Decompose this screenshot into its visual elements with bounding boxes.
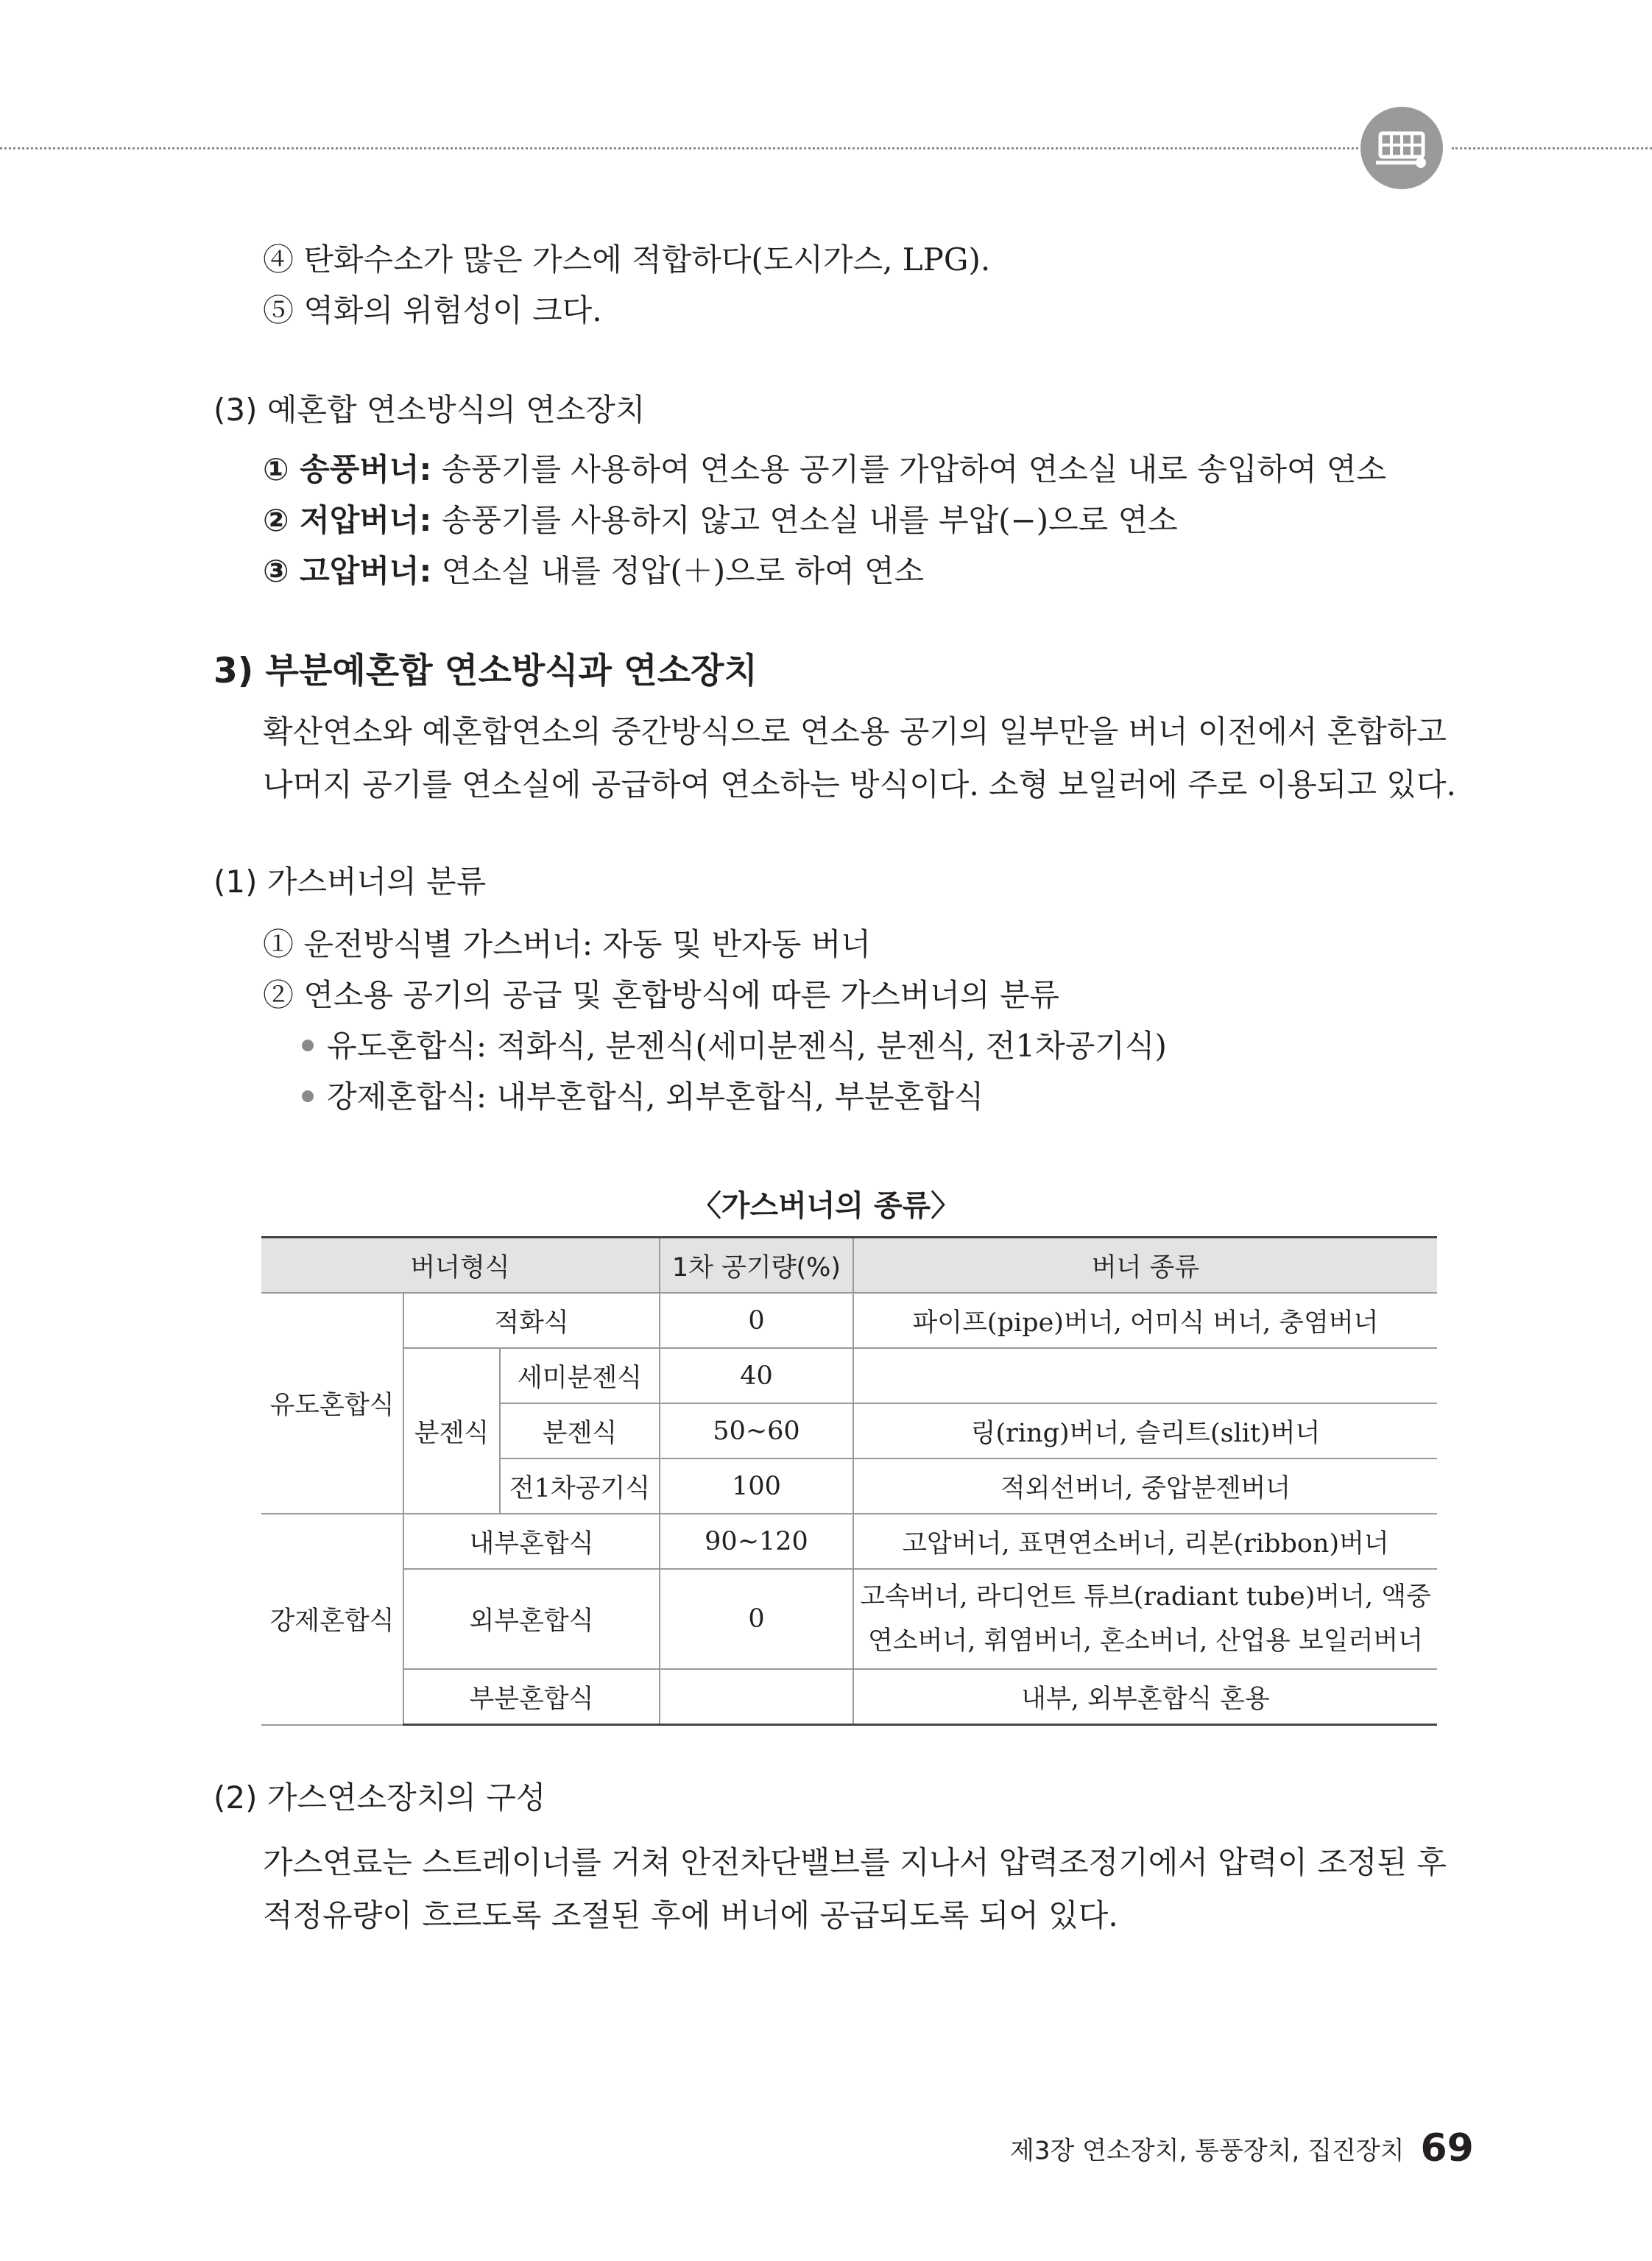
air-cell: 100	[660, 1458, 853, 1514]
table-row	[261, 1669, 1437, 1725]
bullet-icon	[302, 1040, 314, 1051]
paragraph-line: 가스연료는 스트레이너를 거쳐 안전차단밸브를 지나서 압력조정기에서 압력이 조정된 후	[263, 1844, 1447, 1880]
list-item: ④ 탄화수소가 많은 가스에 적합하다(도시가스, LPG).	[263, 241, 991, 278]
table-header: 버너형식	[261, 1238, 660, 1294]
kinds-cell: 적외선버너, 중압분젠버너	[853, 1458, 1437, 1514]
list-item: ⑤ 역화의 위험성이 크다.	[263, 292, 602, 328]
kinds-line: 고속버너, 라디언트 튜브(radiant tube)버너, 액중	[860, 1582, 1431, 1612]
type-cell: 부분혼합식	[403, 1669, 660, 1725]
kinds-cell	[853, 1348, 1437, 1403]
intro-paragraph	[263, 705, 1456, 811]
kinds-cell: 내부, 외부혼합식 혼용	[853, 1669, 1437, 1725]
subsection-heading: (3) 예혼합 연소방식의 연소장치	[213, 392, 646, 428]
type-cell: 분젠식	[500, 1403, 660, 1458]
term-label: ③ 고압버너:	[263, 553, 432, 589]
list-item	[263, 451, 1387, 487]
air-cell: 0	[660, 1569, 853, 1669]
list-item	[263, 553, 925, 589]
list-item: ② 연소용 공기의 공급 및 혼합방식에 따른 가스버너의 분류	[263, 977, 1059, 1013]
table-row	[261, 1293, 1437, 1348]
table-row	[261, 1514, 1437, 1569]
table-row	[261, 1569, 1437, 1669]
bullet-text: 강제혼합식: 내부혼합식, 외부혼합식, 부분혼합식	[327, 1079, 984, 1115]
list-item	[263, 502, 1178, 538]
structure-paragraph	[263, 1836, 1447, 1942]
subgroup-cell: 분젠식	[403, 1348, 500, 1514]
table-header: 1차 공기량(%)	[660, 1238, 853, 1294]
subsection-heading: (2) 가스연소장치의 구성	[213, 1779, 546, 1816]
paragraph-line: 나머지 공기를 연소실에 공급하여 연소하는 방식이다. 소형 보일러에 주로 이용되고 있다.	[263, 766, 1456, 803]
section-heading: 3) 부분예혼합 연소방식과 연소장치	[213, 651, 758, 691]
term-desc: 송풍기를 사용하지 않고 연소실 내를 부압(−)으로 연소	[441, 502, 1178, 538]
paragraph-line: 확산연소와 예혼합연소의 중간방식으로 연소용 공기의 일부만을 버너 이전에서 혼합하고	[263, 713, 1447, 749]
bullet-item	[302, 1028, 1167, 1064]
table-header-row	[261, 1238, 1437, 1294]
term-desc: 연소실 내를 정압(＋)으로 하여 연소	[441, 553, 925, 589]
page-footer	[1010, 2126, 1474, 2170]
air-cell	[660, 1669, 853, 1725]
type-cell: 내부혼합식	[403, 1514, 660, 1569]
paragraph-line: 적정유량이 흐르도록 조절된 후에 버너에 공급되도록 되어 있다.	[263, 1897, 1118, 1933]
air-cell: 90~120	[660, 1514, 853, 1569]
type-cell: 세미분젠식	[500, 1348, 660, 1403]
list-item: ① 운전방식별 가스버너: 자동 및 반자동 버너	[263, 926, 871, 962]
air-cell: 50~60	[660, 1403, 853, 1458]
air-cell: 40	[660, 1348, 853, 1403]
subsection-heading: (1) 가스버너의 분류	[213, 864, 487, 900]
group-cell: 강제혼합식	[261, 1514, 403, 1725]
table-caption: 〈가스버너의 종류〉	[691, 1189, 961, 1223]
type-cell: 외부혼합식	[403, 1569, 660, 1669]
kinds-cell	[853, 1569, 1437, 1669]
bullet-icon	[302, 1090, 314, 1102]
kinds-cell: 고압버너, 표면연소버너, 리본(ribbon)버너	[853, 1514, 1437, 1569]
chapter-title: 제3장 연소장치, 통풍장치, 집진장치	[1010, 2136, 1405, 2166]
kinds-line: 연소버너, 휘염버너, 혼소버너, 산업용 보일러버너	[867, 1626, 1424, 1656]
header-dotted-rule-right	[1452, 147, 1652, 149]
air-cell: 0	[660, 1293, 853, 1348]
group-cell: 유도혼합식	[261, 1293, 403, 1514]
page-number: 69	[1420, 2126, 1474, 2170]
type-cell: 전1차공기식	[500, 1458, 660, 1514]
burner-types-table	[261, 1236, 1437, 1726]
header-dotted-rule	[0, 147, 1358, 149]
term-label: ① 송풍버너:	[263, 451, 432, 487]
term-label: ② 저압버너:	[263, 502, 432, 538]
table-row	[261, 1348, 1437, 1403]
kinds-cell: 링(ring)버너, 슬리트(slit)버너	[853, 1403, 1437, 1458]
term-desc: 송풍기를 사용하여 연소용 공기를 가압하여 연소실 내로 송입하여 연소	[441, 451, 1387, 487]
bullet-text: 유도혼합식: 적화식, 분젠식(세미분젠식, 분젠식, 전1차공기식)	[327, 1028, 1167, 1064]
type-cell: 적화식	[403, 1293, 660, 1348]
kinds-cell: 파이프(pipe)버너, 어미식 버너, 충염버너	[853, 1293, 1437, 1348]
table-header: 버너 종류	[853, 1238, 1437, 1294]
bullet-item	[302, 1079, 984, 1115]
burner-grid-icon	[1360, 107, 1443, 189]
